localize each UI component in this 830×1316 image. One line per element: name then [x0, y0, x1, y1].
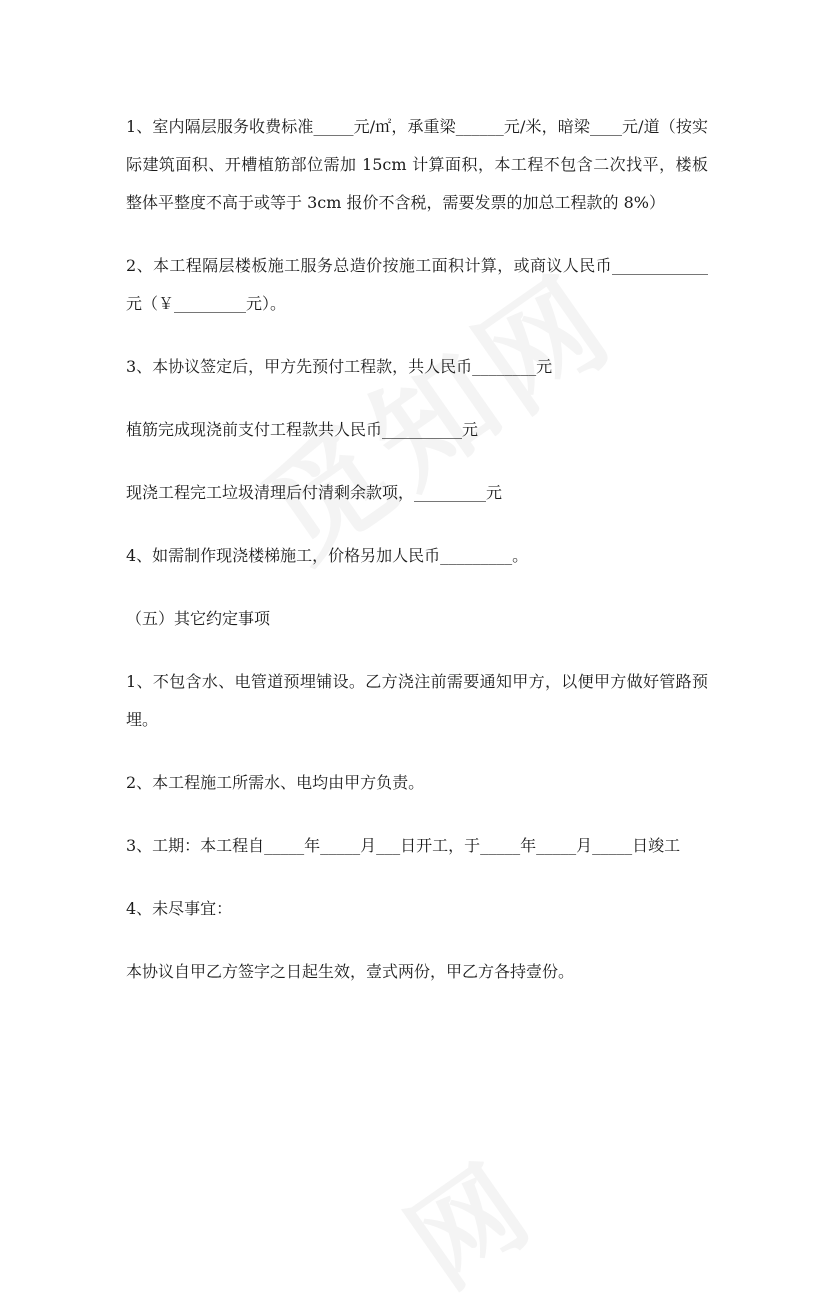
paragraph-rebar-payment: 植筋完成现浇前支付工程款共人民币__________元: [126, 420, 479, 439]
document-body: [126, 108, 708, 1016]
paragraph-final-payment: 现浇工程完工垃圾清理后付清剩余款项，_________元: [126, 483, 503, 502]
paragraph-effective: 本协议自甲乙方签字之日起生效，壹式两份，甲乙方各持壹份。: [126, 962, 575, 981]
paragraph-total-price: 2、本工程隔层楼板施工服务总造价按施工面积计算，或商议人民币____________元（￥_________元）。: [126, 256, 708, 313]
paragraph-stairs: 4、如需制作现浇楼梯施工，价格另加人民币_________。: [126, 546, 529, 565]
paragraph-schedule: 3、工期：本工程自_____年_____月___日开工，于_____年_____月_____日竣工: [126, 836, 681, 855]
paragraph-pipes: 1、不包含水、电管道预埋铺设。乙方浇注前需要通知甲方，以便甲方做好管路预埋。: [126, 672, 708, 729]
paragraph-fee-standard: 1、室内隔层服务收费标准_____元/㎡，承重梁______元/米，暗梁____元/道（按实际建筑面积、开槽植筋部位需加 15cm 计算面积，本工程不包含二次找平，楼板整体平整度不高于或等于 3cm 报价不含税，需要发票的加总工程款的 8%）: [126, 117, 708, 212]
watermark-bottom: [373, 1015, 688, 1285]
section-heading-other-terms: （五）其它约定事项: [126, 609, 271, 628]
paragraph-utilities: 2、本工程施工所需水、电均由甲方负责。: [126, 773, 425, 792]
paragraph-prepayment: 3、本协议签定后，甲方先预付工程款，共人民币________元: [126, 357, 553, 376]
paragraph-misc: 4、未尽事宜：: [126, 899, 233, 918]
